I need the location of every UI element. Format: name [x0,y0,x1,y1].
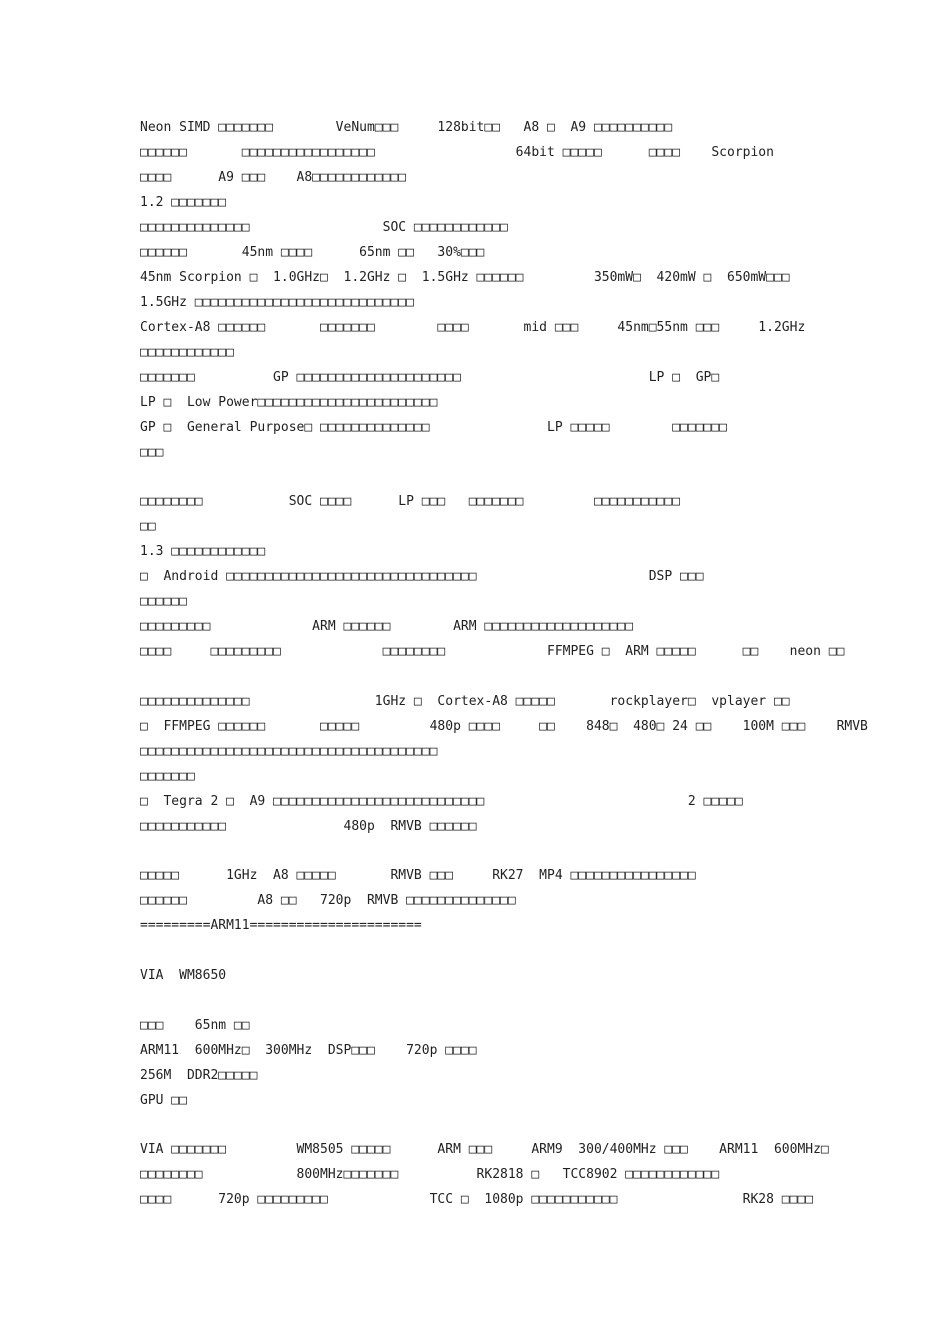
text-line: □□□□□ 1GHz A8 □□□□□ RMVB □□□ RK27 MP4 □□□□□□□□□□□□□□□□ [140,868,696,883]
text-line: □□□□□□□ GP □□□□□□□□□□□□□□□□□□□□□ LP □ GP□ [140,370,720,385]
text-line: □□□□□□□□□□□□ [140,345,234,360]
text-line: GPU □□ [140,1093,187,1108]
text-line: □□□□ 720p □□□□□□□□□ TCC □ 1080p □□□□□□□□□□□ RK28 □□□□ [140,1192,814,1207]
text-line: □□□□□□□□□□□□□□ 1GHz □ Cortex-A8 □□□□□ rockplayer□ vplayer □□ [140,694,790,709]
text-line: □□□□ □□□□□□□□□ □□□□□□□□ FFMPEG □ ARM □□□□□ □□ neon □□ [140,644,845,659]
text-line: □□□□□□ A8 □□ 720p RMVB □□□□□□□□□□□□□□ [140,893,516,908]
section-heading: 1.3 □□□□□□□□□□□□ [140,544,266,559]
text-line: □□□□□□□□□ ARM □□□□□□ ARM □□□□□□□□□□□□□□□□□□□ [140,619,634,634]
text-line: □□□ [140,445,164,460]
text-line: VIA □□□□□□□ WM8505 □□□□□ ARM □□□ ARM9 300/400MHz □□□ ARM11 600MHz□ [140,1142,829,1157]
text-line: □□□□□□□ [140,769,195,784]
text-line: □□□ 65nm □□ [140,1018,250,1033]
text-line: □□□□□□□□□□□□□□ SOC □□□□□□□□□□□□ [140,220,508,235]
text-line: □ Android □□□□□□□□□□□□□□□□□□□□□□□□□□□□□□□□ DSP □□□ [140,569,704,584]
text-line: □ Tegra 2 □ A9 □□□□□□□□□□□□□□□□□□□□□□□□□□□ 2 □□□□□ [140,794,743,809]
text-line: 1.5GHz □□□□□□□□□□□□□□□□□□□□□□□□□□□□ [140,295,414,310]
text-line: □ FFMPEG □□□□□□ □□□□□ 480p □□□□ □□ 848□ 480□ 24 □□ 100M □□□ RMVB [140,719,868,734]
text-line: □□□□□□□□□□□ 480p RMVB □□□□□□ [140,819,477,834]
separator-line: =========ARM11====================== [140,918,422,933]
section-heading: 1.2 □□□□□□□ [140,195,227,210]
text-line: □□□□□□ □□□□□□□□□□□□□□□□□ 64bit □□□□□ □□□□ Scorpion [140,145,774,160]
text-line: □□□□□□□□ SOC □□□□ LP □□□ □□□□□□□ □□□□□□□□□□□ [140,494,681,509]
text-line: □□□□□□ 45nm □□□□ 65nm □□ 30%□□□ [140,245,485,260]
text-line: LP □ Low Power□□□□□□□□□□□□□□□□□□□□□□□ [140,395,438,410]
text-line: □□□□ A9 □□□ A8□□□□□□□□□□□□ [140,170,407,185]
text-line: ARM11 600MHz□ 300MHz DSP□□□ 720p □□□□ [140,1043,477,1058]
text-line: GP □ General Purpose□ □□□□□□□□□□□□□□ LP □□□□□ □□□□□□□ [140,420,727,435]
text-line: Cortex-A8 □□□□□□ □□□□□□□ □□□□ mid □□□ 45nm□55nm □□□ 1.2GHz [140,320,806,335]
text-line: □□□□□□□□ 800MHz□□□□□□□ RK2818 □ TCC8902 □□□□□□□□□□□□ [140,1167,720,1182]
text-line: Neon SIMD □□□□□□□ VeNum□□□ 128bit□□ A8 □ A9 □□□□□□□□□□ [140,120,673,135]
text-line: VIA WM8650 [140,968,227,983]
text-line: □□□□□□□□□□□□□□□□□□□□□□□□□□□□□□□□□□□□□□ [140,744,438,759]
text-line: □□ [140,519,156,534]
text-line: □□□□□□ [140,594,187,609]
text-line: 256M DDR2□□□□□ [140,1068,258,1083]
text-line: 45nm Scorpion □ 1.0GHz□ 1.2GHz □ 1.5GHz □□□□□□ 350mW□ 420mW □ 650mW□□□ [140,270,790,285]
